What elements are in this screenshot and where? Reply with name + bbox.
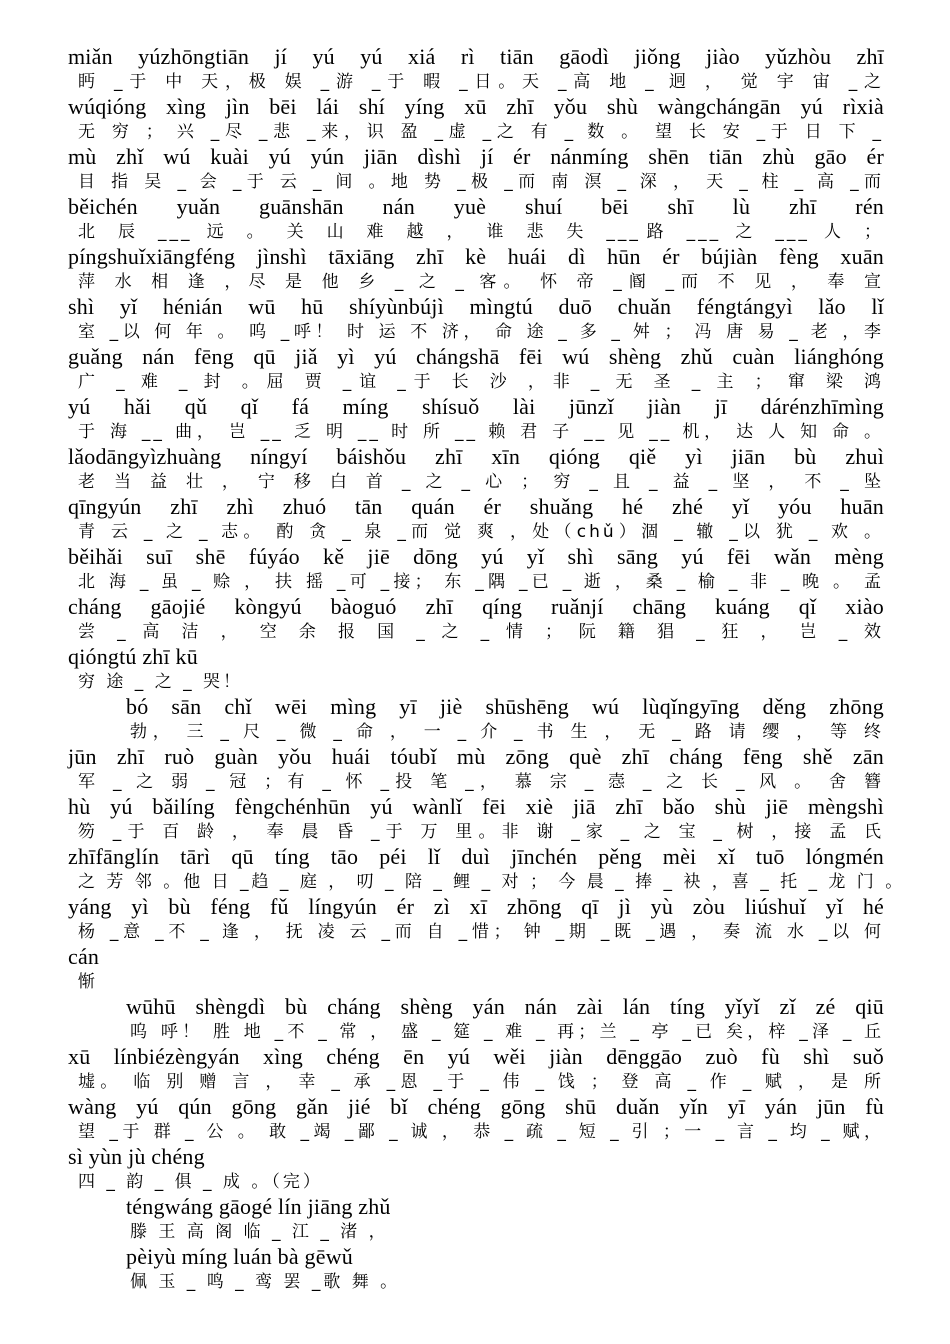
chinese-line: 四 _ 韵 _ 俱 _ 成 。（完） (78, 1172, 323, 1192)
text-line-block (68, 1144, 884, 1194)
chinese-line: 北 海 _ 虽 _ 赊 ， 扶 摇 _可 _接； 东 _隅 _已 _ 逝 ， 桑 _ 榆 _ 非 _ 晚 。 孟 (78, 572, 884, 592)
chinese-line: 广 _ 难 _ 封 。屈 贾 _谊 _于 长 沙 ，非 _ 无 圣 _ 主 ； 窜 梁 鸿 (78, 372, 884, 392)
chinese-line: 穷 途 _ 之 _ 哭！ (78, 672, 244, 692)
text-line-block (68, 294, 884, 344)
pinyin-line: yáng yì bù féng fǔ língyún ér zì xī zhōng qī jì yù zòu liúshuǐ yǐ hé (68, 894, 884, 919)
pinyin-line: wàng yú qún gōng gǎn jié bǐ chéng gōng shū duǎn yǐn yī yán jūn fù (68, 1094, 884, 1119)
text-line-block (68, 794, 884, 844)
chinese-line: 萍 水 相 逢 ，尽 是 他 乡 _ 之 _ 客。 怀 帝 _阍 _而 不 见 ， 奉 宣 (78, 272, 884, 292)
pinyin-line: hù yú bǎilíng fèngchénhūn yú wànlǐ fēi xiè jiā zhī bǎo shù jiē mèngshì (68, 794, 884, 819)
pinyin-line: lǎodāngyìzhuàng níngyí báishǒu zhī xīn qióng qiě yì jiān bù zhuì (68, 444, 884, 469)
text-line-block (68, 594, 884, 644)
text-line-block (68, 244, 884, 294)
chinese-line: 老 当 益 壮 ， 宁 移 白 首 _ 之 _ 心 ； 穷 _ 且 _ 益 _ 坚 ， 不 _ 坠 (78, 472, 884, 492)
text-line-block (68, 1244, 884, 1294)
pinyin-line: pèiyù míng luán bà gēwǔ (126, 1244, 353, 1269)
text-line-block (68, 44, 884, 94)
text-line-block (68, 494, 884, 544)
document-body (68, 44, 906, 1294)
chinese-line: 杨 _意 _不 _ 逢 ， 抚 凌 云 _而 自 _惜； 钟 _期 _既 _遇 ， 奏 流 水 _以 何 (78, 922, 884, 942)
chinese-line: 笏 _于 百 龄 ， 奉 晨 昏 _于 万 里。非 谢 _家 _ 之 宝 _ 树 ，接 孟 氏 (78, 822, 884, 842)
chinese-line: 室 _以 何 年 。 呜 _呼！ 时 运 不 济， 命 途 _ 多 _ 舛 ； 冯 唐 易 _ 老 ，李 (78, 322, 884, 342)
text-line-block (68, 94, 884, 144)
pinyin-line: cán (68, 944, 100, 969)
text-line-block (68, 444, 884, 494)
text-line-block (68, 1044, 884, 1094)
pinyin-line: xū línbiézèngyán xìng chéng ēn yú wěi jiàn dēnggāo zuò fù shì suǒ (68, 1044, 884, 1069)
pinyin-line: běichén yuǎn guānshān nán yuè shuí bēi shī lù zhī rén (68, 194, 884, 219)
chinese-line: 眄 _于 中 天，极 娱 _游 _于 暇 _日。天 _高 地 _ 迥 ， 觉 宇 宙 _之 (78, 72, 884, 92)
chinese-line: 于 海 __ 曲， 岂 __ 乏 明 __ 时 所 __ 赖 君 子 __ 见 __ 机， 达 人 知 命 。 (78, 422, 884, 442)
chinese-line: 北 辰 ___ 远 。 关 山 难 越 ， 谁 悲 失 ___路 ___ 之 ___ 人 ； (78, 222, 884, 242)
chinese-line: 呜 呼！ 胜 地 _不 _ 常 ， 盛 _ 筵 _ 难 _ 再；兰 _ 亭 _已 矣，梓 _泽 _ 丘 (130, 1022, 884, 1042)
chinese-line: 军 _ 之 弱 _ 冠 ；有 _ 怀 _投 笔 _， 慕 宗 _ 悫 _ 之 长 _ 风 。 舍 簪 (78, 772, 884, 792)
pinyin-line: běihǎi suī shē fúyáo kě jiē dōng yú yǐ shì sāng yú fēi wǎn mèng (68, 544, 884, 569)
pinyin-line: jūn zhī ruò guàn yǒu huái tóubǐ mù zōng què zhī cháng fēng shě zān (68, 744, 884, 769)
pinyin-line: píngshuǐxiāngféng jìnshì tāxiāng zhī kè huái dì hūn ér bújiàn fèng xuān (68, 244, 884, 269)
pinyin-line: wūhū shèngdì bù cháng shèng yán nán zài lán tíng yǐyǐ zǐ zé qiū (126, 994, 884, 1019)
chinese-line: 勃， 三 _ 尺 _ 微 _ 命 ， 一 _ 介 _ 书 生 ， 无 _ 路 请 缨 ， 等 终 (130, 722, 884, 742)
chinese-line: 惭 (78, 972, 98, 992)
text-line-block (68, 744, 884, 794)
pinyin-line: guǎng nán fēng qū jiǎ yì yú chángshā fēi wú shèng zhǔ cuàn liánghóng (68, 344, 884, 369)
text-line-block (68, 694, 884, 744)
pinyin-line: qīngyún zhī zhì zhuó tān quán ér shuǎng hé zhé yǐ yóu huān (68, 494, 884, 519)
chinese-line: 青 云 _ 之 _ 志。 酌 贪 _ 泉 _而 觉 爽 ，处（chǔ）涸 _ 辙 _以 犹 _ 欢 。 (78, 522, 884, 542)
chinese-line: 佩 玉 _ 鸣 _ 鸾 罢 _歌 舞 。 (130, 1272, 401, 1292)
chinese-line: 尝 _ 高 洁 ， 空 余 报 国 _ 之 _ 情 ； 阮 籍 猖 _ 狂 ， 岂 _ 效 (78, 622, 884, 642)
pinyin-line: zhīfānglín tārì qū tíng tāo péi lǐ duì jīnchén pěng mèi xǐ tuō lóngmén (68, 844, 884, 869)
pinyin-line: miǎn yúzhōngtiān jí yú yú xiá rì tiān gāodì jiǒng jiào yǔzhòu zhī (68, 44, 884, 69)
text-line-block (68, 894, 884, 944)
text-line-block (68, 1194, 884, 1244)
pinyin-line: cháng gāojié kòngyú bàoguó zhī qíng ruǎnjí chāng kuáng qǐ xiào (68, 594, 884, 619)
pinyin-line: mù zhǐ wú kuài yú yún jiān dìshì jí ér nánmíng shēn tiān zhù gāo ér (68, 144, 884, 169)
chinese-line: 滕 王 高 阁 临 _ 江 _ 渚 ， (130, 1222, 389, 1242)
text-line-block (68, 344, 884, 394)
chinese-line: 望 _于 群 _ 公 。 敢 _竭 _鄙 _ 诚 ， 恭 _ 疏 _ 短 _ 引 ；一 _ 言 _ 均 _ 赋， (78, 1122, 884, 1142)
text-line-block (68, 644, 884, 694)
chinese-line: 无 穷 ； 兴 _尽 _悲 _来，识 盈 _虚 _之 有 _ 数 。 望 长 安 _于 日 下 _ (78, 122, 884, 142)
pinyin-line: sì yùn jù chéng (68, 1144, 205, 1169)
text-line-block (68, 844, 906, 894)
chinese-line: 墟。 临 别 赠 言 ， 幸 _ 承 _恩 _于 _ 伟 _ 饯 ； 登 高 _ 作 _ 赋 ， 是 所 (78, 1072, 884, 1092)
text-line-block (68, 144, 884, 194)
pinyin-line: téngwáng gāogé lín jiāng zhǔ (126, 1194, 391, 1219)
chinese-line: 目 指 吴 _ 会 _于 云 _ 间 。地 势 _极 _而 南 溟 _ 深 ， 天 _ 柱 _ 高 _而 (78, 172, 884, 192)
chinese-line: 之 芳 邻 。他 日 _趋 _ 庭 ， 叨 _ 陪 _ 鲤 _ 对 ； 今 晨 _ 捧 _ 袂 ，喜 _ 托 _ 龙 门 。 (78, 872, 906, 892)
pinyin-line: yú hǎi qǔ qǐ fá míng shísuǒ lài jūnzǐ jiàn jī dárénzhīmìng (68, 394, 884, 419)
text-line-block (68, 1094, 884, 1144)
pinyin-line: shì yǐ hénián wū hū shíyùnbújì mìngtú duō chuǎn féngtángyì lǎo lǐ (68, 294, 884, 319)
text-line-block (68, 194, 884, 244)
text-line-block (68, 994, 884, 1044)
text-line-block (68, 394, 884, 444)
pinyin-line: qióngtú zhī kū (68, 644, 198, 669)
pinyin-line: wúqióng xìng jìn bēi lái shí yíng xū zhī yǒu shù wàngchángān yú rìxià (68, 94, 884, 119)
pinyin-line: bó sān chǐ wēi mìng yī jiè shūshēng wú lùqǐngyīng děng zhōng (126, 694, 884, 719)
text-line-block (68, 544, 884, 594)
text-line-block (68, 944, 884, 994)
